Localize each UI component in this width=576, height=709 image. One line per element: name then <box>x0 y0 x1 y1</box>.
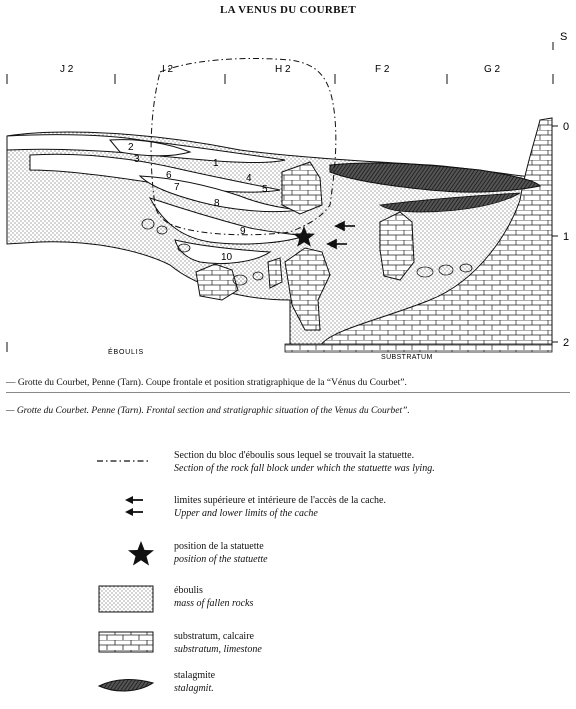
legend-eboulis-fr: éboulis <box>174 585 203 596</box>
brick-box-icon <box>95 630 155 664</box>
legend-stalagmite-en: stalagmit. <box>174 683 214 694</box>
caption-english: — Grotte du Courbet. Penne (Tarn). Frontal section and stratigraphic situation of the Venus du Courbet”. <box>6 406 410 416</box>
eboulis-label: ÉBOULIS <box>108 349 144 356</box>
legend-row-rockfall <box>95 449 565 489</box>
grid-label-h2: H 2 <box>275 64 291 75</box>
grid-ticks <box>7 42 553 84</box>
layer-10: 10 <box>221 252 233 263</box>
scale-tick-2: 2 <box>563 337 570 349</box>
legend-rockfall-fr: Section du bloc d'éboulis sous lequel se trouvait la statuette. <box>174 450 415 461</box>
figure-title: LA VENUS DU COURBET <box>220 4 356 16</box>
legend-arrows-fr: limites supérieure et intérieure de l'accès de la cache. <box>174 495 386 506</box>
star-icon <box>95 540 155 574</box>
legend-arrows-en: Upper and lower limits of the cache <box>174 508 318 519</box>
layer-2: 2 <box>128 142 134 153</box>
layer-1: 1 <box>213 158 219 169</box>
layer-4: 4 <box>246 173 252 184</box>
layer-7: 7 <box>174 182 180 193</box>
substratum-bottom <box>285 344 552 352</box>
layer-8: 8 <box>214 198 220 209</box>
legend-star-fr: position de la statuette <box>174 541 264 552</box>
legend-stalagmite-fr: stalagmite <box>174 670 216 681</box>
layer-5: 5 <box>262 184 268 195</box>
legend-eboulis-en: mass of fallen rocks <box>174 598 254 609</box>
legend-rockfall-en: Section of the rock fall block under which the statuette was lying. <box>174 463 435 474</box>
legend-row-star <box>95 540 565 580</box>
hatched-lens-icon <box>95 669 155 703</box>
legend-row-stalagmite <box>95 669 565 709</box>
grid-label-g2: G 2 <box>484 64 501 75</box>
legend-star-en: position of the statuette <box>174 554 268 565</box>
dash-dot-line-icon <box>95 449 155 483</box>
legend-substratum-en: substratum, limestone <box>174 644 262 655</box>
legend-row-arrows <box>95 494 565 534</box>
layer-3: 3 <box>134 154 140 165</box>
legend-substratum-fr: substratum, calcaire <box>174 631 254 642</box>
arrows-icon <box>95 494 155 528</box>
caption-divider <box>6 392 570 393</box>
legend-row-substratum <box>95 630 565 670</box>
substratum-label: SUBSTRATUM <box>381 354 433 361</box>
grid-label-f2: F 2 <box>375 64 390 75</box>
scale-header: S <box>560 31 568 43</box>
layer-9: 9 <box>240 226 246 237</box>
grid-label-j2: J 2 <box>60 64 74 75</box>
dotted-box-icon <box>95 584 155 618</box>
scale-tick-0: 0 <box>563 121 570 133</box>
scale-tick-1: 1 <box>563 231 570 243</box>
legend-row-eboulis <box>95 584 565 624</box>
caption-french: — Grotte du Courbet, Penne (Tarn). Coupe frontale et position stratigraphique de la “Vénus du Courbet”. <box>6 378 407 388</box>
grid-label-i2: I 2 <box>162 64 174 75</box>
layer-6: 6 <box>166 170 172 181</box>
